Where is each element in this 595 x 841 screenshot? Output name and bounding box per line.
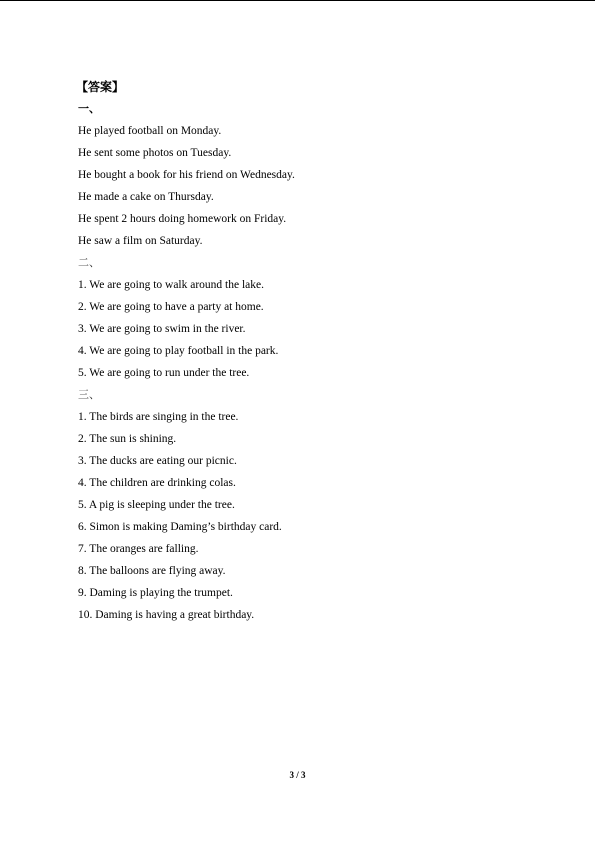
section-3-line-7: 7. The oranges are falling.	[78, 543, 199, 555]
section-1-line-6: He saw a film on Saturday.	[78, 235, 203, 247]
top-border-rule	[0, 0, 595, 1]
section-3-line-3: 3. The ducks are eating our picnic.	[78, 455, 237, 467]
section-1-line-3: He bought a book for his friend on Wednesday.	[78, 169, 295, 181]
section-1-line-4: He made a cake on Thursday.	[78, 191, 214, 203]
section-1-line-1: He played football on Monday.	[78, 125, 222, 137]
section-3-line-2: 2. The sun is shining.	[78, 433, 177, 445]
section-2-line-2: 2. We are going to have a party at home.	[78, 301, 264, 313]
section-1-line-2: He sent some photos on Tuesday.	[78, 147, 232, 159]
section-1-label: 一、	[78, 102, 100, 115]
section-3-line-9: 9. Daming is playing the trumpet.	[78, 587, 233, 599]
section-1-line-5: He spent 2 hours doing homework on Friday.	[78, 213, 287, 225]
answer-heading: 【答案】	[76, 80, 125, 94]
section-2-line-1: 1. We are going to walk around the lake.	[78, 279, 264, 291]
section-3-line-8: 8. The balloons are flying away.	[78, 565, 226, 577]
section-2-line-4: 4. We are going to play football in the park.	[78, 345, 279, 357]
answer-content	[78, 76, 558, 626]
section-3-line-10: 10. Daming is having a great birthday.	[78, 609, 255, 621]
section-3-line-4: 4. The children are drinking colas.	[78, 477, 236, 489]
section-3-label: 三、	[78, 388, 100, 401]
page-number: 3 / 3	[289, 770, 306, 780]
section-3-line-6: 6. Simon is making Daming’s birthday card.	[78, 521, 282, 533]
section-2-line-3: 3. We are going to swim in the river.	[78, 323, 246, 335]
section-2-line-5: 5. We are going to run under the tree.	[78, 367, 250, 379]
section-3-line-5: 5. A pig is sleeping under the tree.	[78, 499, 235, 511]
section-2-label: 二、	[78, 256, 100, 269]
section-3-line-1: 1. The birds are singing in the tree.	[78, 411, 239, 423]
